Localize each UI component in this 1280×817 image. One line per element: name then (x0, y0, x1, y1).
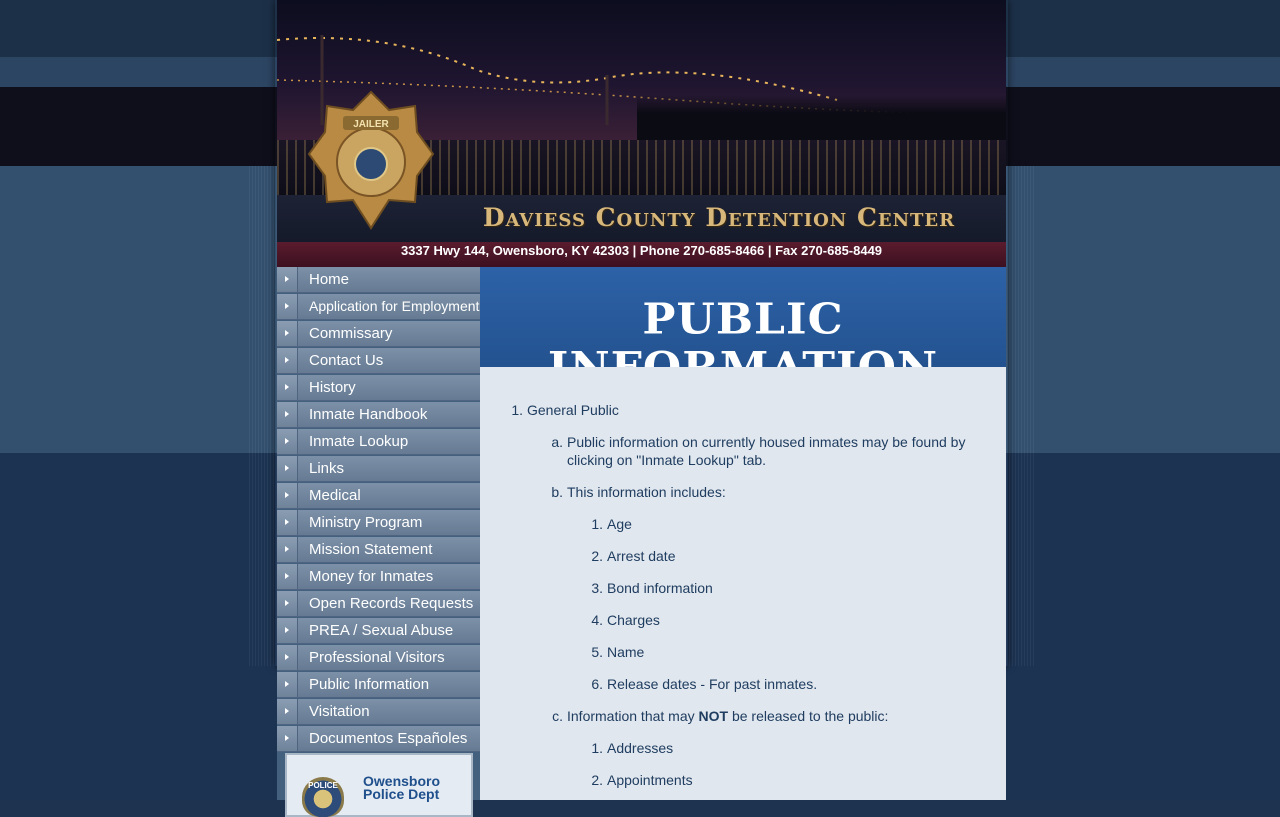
list-text: Charges (607, 612, 660, 628)
arrow-bullet-icon (277, 618, 298, 643)
sidebar-item-label: History (309, 379, 356, 396)
sidebar-item-medical[interactable] (277, 483, 480, 509)
list-item (591, 579, 967, 597)
list-number: 1. (591, 740, 603, 756)
list-item (591, 643, 967, 661)
list-text-before: Information that may (567, 708, 699, 724)
sidebar-item-open-records-requests[interactable] (277, 591, 480, 617)
sidebar-item-label: Home (309, 271, 350, 288)
police-badge-icon (302, 777, 344, 817)
list-text-bold: NOT (698, 708, 729, 724)
sidebar-item-label: Ministry Program (309, 514, 423, 531)
arrow-bullet-icon (277, 294, 298, 319)
sidebar-item-inmate-lookup[interactable] (277, 429, 480, 455)
list-item (591, 739, 967, 757)
sidebar-item-history[interactable] (277, 375, 480, 401)
sidebar-item-label: Professional Visitors (309, 649, 445, 666)
police-name-line1: Owensboro (363, 773, 441, 789)
police-name-line2: Police Dept (363, 786, 440, 802)
sidebar-item-label: Money for Inmates (309, 568, 434, 585)
sidebar-item-label: Public Information (309, 676, 430, 693)
list-item (591, 515, 967, 533)
decorative-stripe-right (1006, 166, 1034, 666)
sidebar-item-links[interactable] (277, 456, 480, 482)
sidebar-item-label: Application for Employment (309, 298, 480, 314)
main-content (480, 367, 1006, 800)
police-dept-link[interactable] (285, 753, 473, 817)
list-item (591, 675, 967, 693)
list-number: 3. (591, 580, 603, 596)
decorative-stripe-left (249, 166, 277, 666)
police-dept-name (363, 775, 463, 801)
arrow-bullet-icon (277, 537, 298, 562)
sidebar-item-ministry-program[interactable] (277, 510, 480, 536)
sidebar-item-label: Inmate Lookup (309, 433, 409, 450)
list-text: General Public (527, 402, 619, 418)
list-number: c. (552, 708, 563, 724)
list-number: 4. (591, 612, 603, 628)
arrow-bullet-icon (277, 699, 298, 724)
sidebar-item-label: Open Records Requests (309, 595, 474, 612)
list-item-general-public (511, 401, 967, 419)
list-item-a (551, 433, 977, 469)
list-number: 5. (591, 644, 603, 660)
sidebar-item-visitation[interactable] (277, 699, 480, 725)
list-item (591, 547, 967, 565)
badge-text: JAILER (353, 119, 389, 130)
site-title: Daviess County Detention Center (482, 203, 956, 232)
list-text: Public information on currently housed inmates may be found by clicking on "Inmate Lookup" tab. (567, 434, 966, 468)
arrow-bullet-icon (277, 483, 298, 508)
list-number: a. (551, 434, 563, 450)
arrow-bullet-icon (277, 726, 298, 751)
sidebar-item-label: Inmate Handbook (309, 406, 428, 423)
sidebar-item-prea-sexual-abuse[interactable] (277, 618, 480, 644)
list-text: Addresses (607, 740, 674, 756)
list-number: 2. (591, 772, 603, 788)
arrow-bullet-icon (277, 429, 298, 454)
arrow-bullet-icon (277, 375, 298, 400)
city-skyline-graphic (637, 95, 1006, 140)
sidebar-item-label: PREA / Sexual Abuse (309, 622, 454, 639)
list-number: 6. (591, 676, 603, 692)
sidebar-item-inmate-handbook[interactable] (277, 402, 480, 428)
arrow-bullet-icon (277, 672, 298, 697)
sidebar-item-label: Contact Us (309, 352, 384, 369)
address-bar: 3337 Hwy 144, Owensboro, KY 42303 | Phone 270-685-8466 | Fax 270-685-8449 (277, 242, 1006, 267)
police-logo-text: POLICE (308, 781, 338, 790)
list-number: b. (551, 484, 563, 500)
list-text: Name (607, 644, 645, 660)
list-number: 1. (591, 516, 603, 532)
sidebar-item-professional-visitors[interactable] (277, 645, 480, 671)
arrow-bullet-icon (277, 564, 298, 589)
list-item-b (551, 483, 967, 501)
arrow-bullet-icon (277, 348, 298, 373)
sidebar-item-contact-us[interactable] (277, 348, 480, 374)
list-text: This information includes: (567, 484, 726, 500)
sidebar-item-documentos-espanoles[interactable] (277, 726, 480, 752)
content-banner (480, 267, 1006, 367)
arrow-bullet-icon (277, 402, 298, 427)
sidebar-item-label: Commissary (309, 325, 393, 342)
sidebar-item-label: Documentos Españoles (309, 730, 468, 747)
sidebar-item-public-information[interactable] (277, 672, 480, 698)
list-item (591, 771, 967, 789)
list-text: Appointments (607, 772, 693, 788)
sidebar-item-money-for-inmates[interactable] (277, 564, 480, 590)
sidebar-item-label: Mission Statement (309, 541, 433, 558)
list-number: 1. (511, 402, 523, 418)
sidebar-item-home[interactable] (277, 267, 480, 293)
arrow-bullet-icon (277, 267, 298, 292)
sidebar-item-label: Medical (309, 487, 361, 504)
list-text: Bond information (607, 580, 713, 596)
list-text (567, 707, 967, 725)
list-number: 2. (591, 548, 603, 564)
list-item-c (552, 707, 967, 725)
sidebar-item-label: Visitation (309, 703, 370, 720)
arrow-bullet-icon (277, 510, 298, 535)
list-text: Arrest date (607, 548, 676, 564)
list-text-after: be released to the public: (728, 708, 889, 724)
sidebar-item-application-for-employment[interactable] (277, 294, 480, 320)
arrow-bullet-icon (277, 591, 298, 616)
sidebar-item-label: Links (309, 460, 345, 477)
list-item (591, 611, 967, 629)
list-text: Release dates - For past inmates. (607, 676, 818, 692)
list-text: Age (607, 516, 632, 532)
page-title: PUBLIC (642, 295, 844, 344)
arrow-bullet-icon (277, 456, 298, 481)
site-header (277, 0, 1006, 242)
arrow-bullet-icon (277, 321, 298, 346)
arrow-bullet-icon (277, 645, 298, 670)
sidebar-item-mission-statement[interactable] (277, 537, 480, 563)
jailer-badge-logo (305, 88, 437, 238)
sidebar-nav (277, 267, 480, 800)
sidebar-item-commissary[interactable] (277, 321, 480, 347)
